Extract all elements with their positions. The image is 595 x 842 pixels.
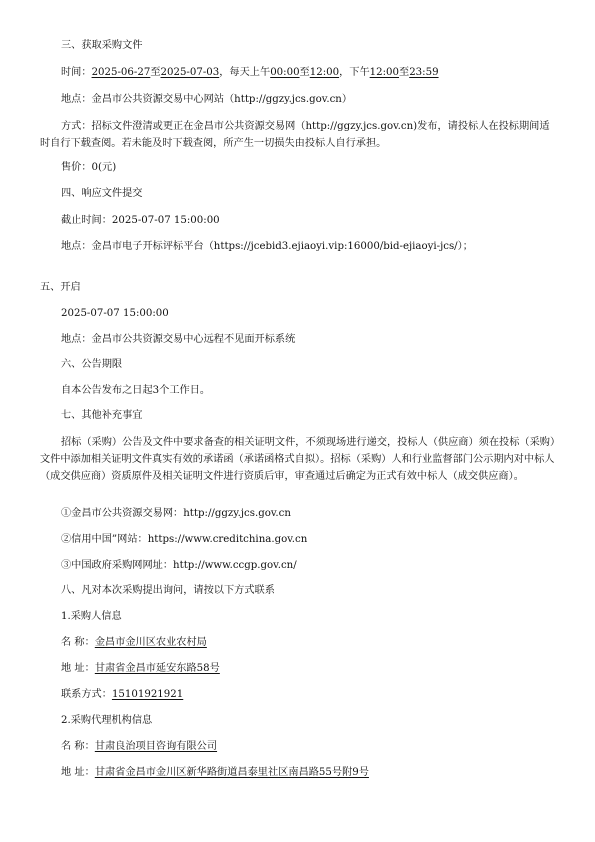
section-5-heading: 五、开启 [40, 282, 81, 293]
section-8-heading: 八、凡对本次采购提出询问，请按以下方式联系 [61, 585, 275, 596]
to-text: 至 [150, 67, 161, 78]
buyer-address-row [61, 661, 220, 677]
agent-name: 甘肃良治项目咨询有限公司 [94, 741, 218, 752]
daily-am-text: ，每天上午 [219, 67, 271, 78]
section-7-heading: 七、其他补充事宜 [61, 410, 143, 421]
link-ggzy[interactable]: ①金昌市公共资源交易网：http://ggzy.jcs.gov.cn [61, 508, 291, 519]
section-4-heading: 四、响应文件提交 [61, 188, 143, 199]
opening-place: 地点：金昌市公共资源交易中心远程不见面开标系统 [61, 334, 296, 345]
supplementary-text: 招标（采购）公告及文件中要求备查的相关证明文件，不须现场进行递交，投标人（供应商）须在投标（采购）文件中添加相关证明文件真实有效的承诺函（承诺函格式自拟）。招标（采购）人和行业监督部门公示期内对中标人（成交供应商）资质原件及相关证明文件进行资质后审，审查通过后确定为正式有效中标人（成交供应商）。 [40, 437, 556, 482]
agent-info-heading: 2.采购代理机构信息 [61, 715, 153, 726]
am-start: 00:00 [270, 67, 300, 78]
agent-address-row [61, 765, 369, 781]
am-end: 12:00 [309, 67, 340, 78]
section-3-heading: 三、获取采购文件 [61, 40, 143, 51]
buyer-name-row [61, 635, 207, 651]
buyer-info-heading: 1.采购人信息 [61, 611, 122, 622]
agent-address: 甘肃省金昌市金川区新华路街道昌泰里社区南昌路55号附9号 [94, 767, 369, 778]
doc-obtain-time [61, 65, 439, 81]
buyer-contact-label: 联系方式： [61, 689, 112, 700]
agent-name-row [61, 739, 217, 755]
time-label: 时间： [61, 67, 92, 78]
doc-price: 售价：0(元) [61, 162, 117, 173]
opening-time: 2025-07-07 15:00:00 [61, 308, 169, 319]
end-date: 2025-07-03 [160, 67, 220, 78]
submission-deadline: 截止时间：2025-07-07 15:00:00 [61, 215, 220, 226]
link-ccgp[interactable]: ③中国政府采购网网址：http://www.ccgp.gov.cn/ [61, 560, 297, 571]
to-text: 至 [299, 67, 310, 78]
link-creditchina[interactable]: ②信用中国”网站：https://www.creditchina.gov.cn [61, 534, 308, 545]
agent-name-label: 名 称： [61, 741, 95, 752]
start-date: 2025-06-27 [91, 67, 151, 78]
submission-place: 地点：金昌市电子开标评标平台（https://jcebid3.ejiaoyi.vip:16000/bid-ejiaoyi-jcs/）； [61, 241, 473, 252]
buyer-name: 金昌市金川区农业农村局 [94, 637, 207, 648]
pm-start: 12:00 [369, 67, 400, 78]
to-text: 至 [399, 67, 410, 78]
doc-obtain-method: 方式：招标文件澄清或更正在金昌市公共资源交易网（http://ggzy.jcs.gov.cn)发布，请投标人在投标期间适时自行下载查阅。若未能及时下载查阅，所产生一切损失由投标人自行承担。 [40, 121, 550, 149]
buyer-address-label: 地 址： [61, 663, 95, 674]
buyer-name-label: 名 称： [61, 637, 95, 648]
buyer-contact: 15101921921 [111, 689, 184, 700]
section-6-heading: 六、公告期限 [61, 359, 123, 370]
doc-obtain-place: 地点：金昌市公共资源交易中心网站（http://ggzy.jcs.gov.cn） [61, 94, 353, 105]
buyer-address: 甘肃省金昌市延安东路58号 [94, 663, 220, 674]
agent-address-label: 地 址： [61, 767, 95, 778]
notice-period: 自本公告发布之日起3个工作日。 [61, 385, 211, 396]
pm-text: ，下午 [339, 67, 370, 78]
pm-end: 23:59 [409, 67, 439, 78]
buyer-contact-row [61, 687, 183, 703]
